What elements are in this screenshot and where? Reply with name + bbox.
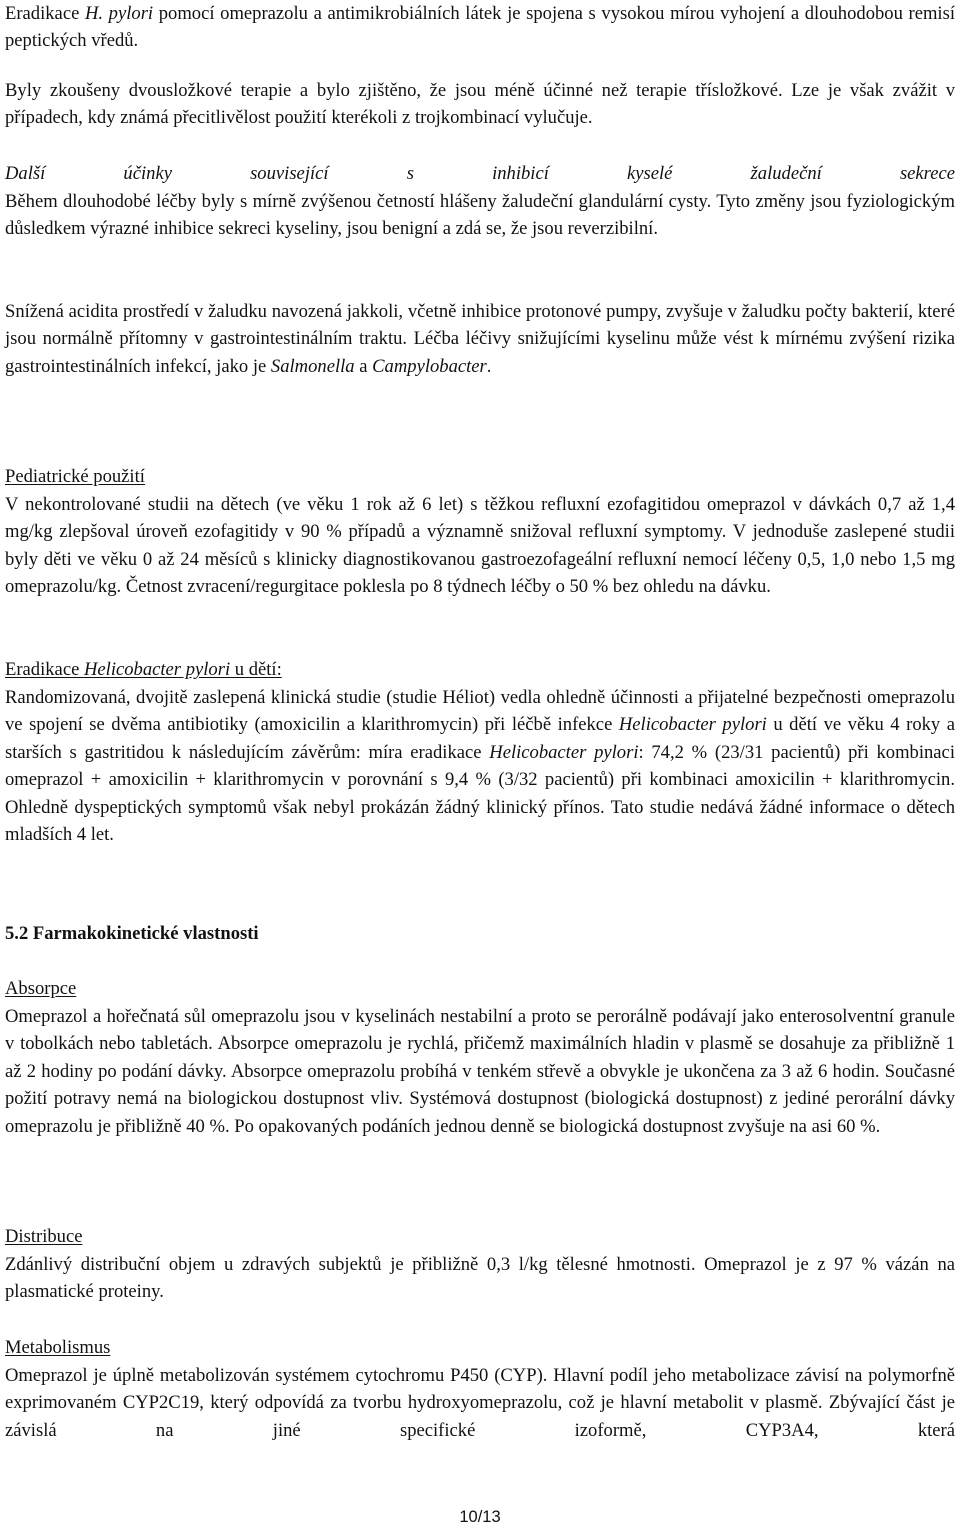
heading-other-effects: Další účinky související s inhibicí kyselé žaludeční sekrece: [5, 163, 955, 184]
paragraph-absorption: Omeprazol a hořečnatá sůl omeprazolu jsou v kyselinách nestabilní a proto se perorálně podávají jako enterosolventní granule v tobolkách nebo tabletách. Absorpce omeprazolu je rychlá, přičemž maximálních hladin v plasmě se dosahuje za přibližně 1 až 2 hodiny po podání dávky. Absorpce omeprazolu probíhá v tenkém střevě a obvykle je ukončena za 3 až 6 hodin. Současné požití potravy nemá na biologickou dostupnost vliv. Systémová dostupnost (biologická dostupnost) z jediné perorální dávky omeprazolu je přibližně 40 %. Po opakovaných podáních jednou denně se biologická dostupnost zvyšuje na asi 60 %.: [5, 1006, 955, 1137]
paragraph-eradication-children: Randomizovaná, dvojitě zaslepená klinická studie (studie Héliot) vedla ohledně účinnosti a přijatelné bezpečnosti omeprazolu ve spojení se dvěma antibiotiky (amoxicilin a klarithromycin) při léčbě infekce Helicobacter pylori u dětí ve věku 4 roky a starších s gastritidou k následujícím závěrům: míra eradikace Helicobacter pylori: 74,2 % (23/31 pacientů) při kombinaci omeprazol + amoxicilin + klarithromycin v porovnání s 9,4 % (3/32 pacientů) při kombinaci amoxicilin + klarithromycin. Ohledně dyspeptických symptomů však nebyl prokázán žádný klinický přínos. Tato studie nedává žádné informace o dětech mladších 4 let.: [5, 687, 955, 846]
italic-h-pylori: H. pylori: [84, 3, 154, 24]
paragraph-metabolism: Omeprazol je úplně metabolizován systémem cytochromu P450 (CYP). Hlavní podíl jeho metabolizace závisí na polymorfně exprimovaném CYP2C19, který odpovídá za tvorbu hydroxyomeprazolu, což je hlavní metabolit v plasmě. Zbývající část je závislá na jiné specifické izoformě, CYP3A4, která: [5, 1365, 955, 1441]
paragraph-acidity: Snížená acidita prostředí v žaludku navozená jakkoli, včetně inhibice protonové pumpy, zvyšuje v žaludku počty bakterií, které jsou normálně přítomny v gastrointestinálním traktu. Léčba léčivy snižujícími kyselinu může vést k mírnému zvýšení rizika gastrointestinálních infekcí, jako je Salmonella a Campylobacter.: [5, 301, 955, 377]
page-number: 10/13: [459, 1508, 501, 1526]
heading-distribution: Distribuce: [5, 1226, 83, 1247]
heading-eradication-children: Eradikace Helicobacter pylori u dětí:: [5, 659, 282, 680]
paragraph-eradication: Eradikace H. pylori pomocí omeprazolu a antimikrobiálních látek je spojena s vysokou mírou vyhojení a dlouhodobou remisí peptických vředů.: [5, 3, 955, 52]
section-title-pharmacokinetics: 5.2 Farmakokinetické vlastnosti: [5, 923, 259, 944]
paragraph-pediatric-use: V nekontrolované studii na dětech (ve věku 1 rok až 6 let) s těžkou refluxní ezofagitidou omeprazol v dávkách 0,7 až 1,4 mg/kg zlepšoval úroveň ezofagitidy v 90 % případů a významně snižoval refluxní symptomy. V jednoduše zaslepené studii byly děti ve věku 0 až 24 měsíců s klinicky diagnostikovanou gastroezofageální refluxní nemocí léčeny 0,5, 1,0 nebo 1,5 mg omeprazolu/kg. Četnost zvracení/regurgitace poklesla po 8 týdnech léčby o 50 % bez ohledu na dávku.: [5, 494, 955, 598]
paragraph-other-effects: Během dlouhodobé léčby byly s mírně zvýšenou četností hlášeny žaludeční glandulární cysty. Tyto změny jsou fyziologickým důsledkem výrazné inhibice sekreci kyseliny, jsou benigní a zdá se, že jsou reverzibilní.: [5, 191, 955, 240]
heading-metabolism: Metabolismus: [5, 1337, 111, 1358]
paragraph-dual-therapy: Byly zkoušeny dvousložkové terapie a bylo zjištěno, že jsou méně účinné než terapie třísložkové. Lze je však zvážit v případech, kdy známá přecitlivělost použití kterékoli z trojkombinací vylučuje.: [5, 80, 955, 129]
heading-pediatric-use: Pediatrické použití: [5, 466, 145, 487]
heading-absorption: Absorpce: [5, 978, 77, 999]
paragraph-distribution: Zdánlivý distribuční objem u zdravých subjektů je přibližně 0,3 l/kg tělesné hmotnosti. Omeprazol je z 97 % vázán na plasmatické proteiny.: [5, 1254, 955, 1303]
